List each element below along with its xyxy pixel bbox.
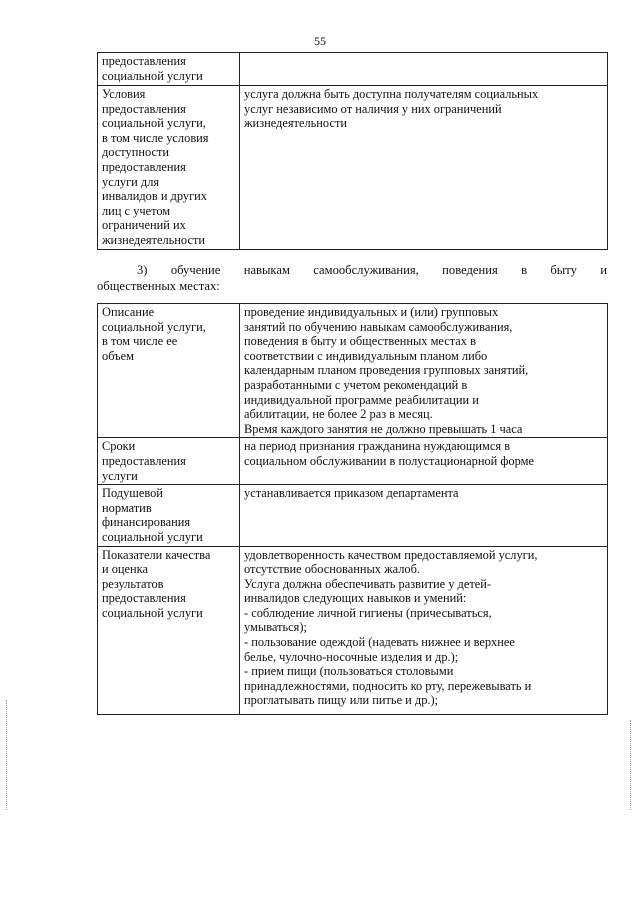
cell-text-line: абилитации, не более 2 раз в месяц.: [244, 407, 433, 422]
cell-text-line: - пользование одеждой (надевать нижнее и верхнее: [244, 635, 515, 650]
table-row: [98, 438, 608, 485]
cell-text-line: норматив: [102, 500, 152, 515]
cell-text-line: удовлетворенность качеством предоставляемой услуги,: [244, 547, 538, 562]
table-row: [98, 304, 608, 438]
table-row: [98, 485, 608, 546]
cell-text-line: инвалидов следующих навыков и умений:: [244, 591, 467, 606]
cell-text-line: социальной услуги: [102, 68, 203, 83]
cell-text-line: отсутствие обоснованных жалоб.: [244, 562, 421, 577]
cell-text-line: предоставления: [102, 54, 186, 68]
right-margin-mark: [630, 720, 631, 810]
row-value-cell: [240, 53, 608, 86]
row-label-cell: [98, 546, 240, 714]
cell-text-line: предоставления: [102, 453, 186, 468]
cell-text-line: предоставления: [102, 101, 186, 116]
cell-text-line: белье, чулочно-носочные изделия и др.);: [244, 649, 459, 664]
cell-text-line: услуг независимо от наличия у них ограничений: [244, 101, 502, 116]
row-value-cell: [240, 304, 608, 438]
cell-text-line: финансирования: [102, 515, 191, 530]
cell-text-line: социальной услуги,: [102, 116, 206, 131]
cell-text-line: ограничений их: [102, 218, 186, 233]
cell-text-line: и оценка: [102, 562, 149, 577]
cell-text-line: социальной услуги: [102, 605, 203, 620]
cell-text-line: Показатели качества: [102, 547, 211, 562]
paragraph-line-2: общественных местах:: [97, 279, 220, 293]
cell-text-line: предоставления: [102, 159, 186, 174]
cell-text-line: проглатывать пищу или питье и др.);: [244, 693, 439, 708]
cell-text-line: Время каждого занятия не должно превышать 1 часа: [244, 421, 523, 436]
cell-text-line: занятий по обучению навыкам самообслуживания,: [244, 319, 513, 334]
cell-text-line: Услуга должна обеспечивать развитие у детей-: [244, 576, 491, 591]
cell-text-line: лиц с учетом: [102, 203, 171, 218]
cell-text-line: объем: [102, 348, 134, 363]
cell-text-line: - прием пищи (пользоваться столовыми: [244, 664, 454, 679]
row-label-cell: [98, 485, 240, 546]
service-table-self-care-body: [98, 304, 608, 715]
left-margin-mark: [6, 700, 7, 810]
cell-text-line: Подушевой: [102, 486, 163, 501]
cell-text-line: в том числе ее: [102, 334, 178, 349]
cell-text-line: календарным планом проведения групповых занятий,: [244, 363, 529, 378]
row-label-cell: [98, 53, 240, 86]
cell-text-line: проведение индивидуальных и (или) групповых: [244, 305, 499, 319]
cell-text-line: принадлежностями, подносить ко рту, пережевывать и: [244, 678, 532, 693]
cell-text-line: устанавливается приказом департамента: [244, 486, 459, 501]
cell-text-line: индивидуальной программе реабилитации и: [244, 392, 479, 407]
cell-text-line: жизнедеятельности: [244, 116, 347, 131]
service-item-paragraph: [97, 262, 607, 294]
cell-text-line: поведения в быту и общественных местах в: [244, 334, 476, 349]
row-value-cell: [240, 485, 608, 546]
cell-text-line: разработанными с учетом рекомендаций в: [244, 377, 468, 392]
service-table-continued-body: [98, 53, 608, 250]
cell-text-line: Описание: [102, 305, 155, 319]
service-table-continued: [97, 52, 608, 250]
row-label-cell: [98, 438, 240, 485]
cell-text-line: услуги: [102, 468, 138, 483]
cell-text-line: доступности: [102, 145, 170, 160]
cell-text-line: социальном обслуживании в полустационарной форме: [244, 453, 534, 468]
cell-text-line: социальной услуги: [102, 529, 203, 544]
cell-text-line: Сроки: [102, 439, 136, 454]
cell-text-line: услуги для: [102, 174, 160, 189]
cell-text-line: соответствии с индивидуальным планом либо: [244, 348, 488, 363]
table-row: [98, 53, 608, 86]
cell-text-line: Условия: [102, 87, 146, 101]
service-table-self-care: [97, 303, 608, 715]
cell-text-line: умываться);: [244, 620, 307, 635]
page-number: 55: [314, 34, 326, 48]
row-label-cell: [98, 304, 240, 438]
paragraph-line-1: 3) обучение навыкам самообслуживания, поведения в быту и: [137, 263, 607, 277]
row-value-cell: [240, 438, 608, 485]
cell-text-line: социальной услуги,: [102, 319, 206, 334]
cell-text-line: в том числе условия: [102, 130, 209, 145]
table-row: [98, 546, 608, 714]
cell-text-line: жизнедеятельности: [102, 232, 205, 247]
cell-text-line: предоставления: [102, 591, 186, 606]
row-label-cell: [98, 86, 240, 250]
row-value-cell: [240, 86, 608, 250]
row-value-cell: [240, 546, 608, 714]
table-row: [98, 86, 608, 250]
cell-text-line: инвалидов и других: [102, 189, 207, 204]
cell-text-line: - соблюдение личной гигиены (причесываться,: [244, 605, 492, 620]
cell-text-line: результатов: [102, 576, 164, 591]
cell-text-line: услуга должна быть доступна получателям социальных: [244, 87, 539, 101]
cell-text-line: на период признания гражданина нуждающимся в: [244, 439, 511, 454]
